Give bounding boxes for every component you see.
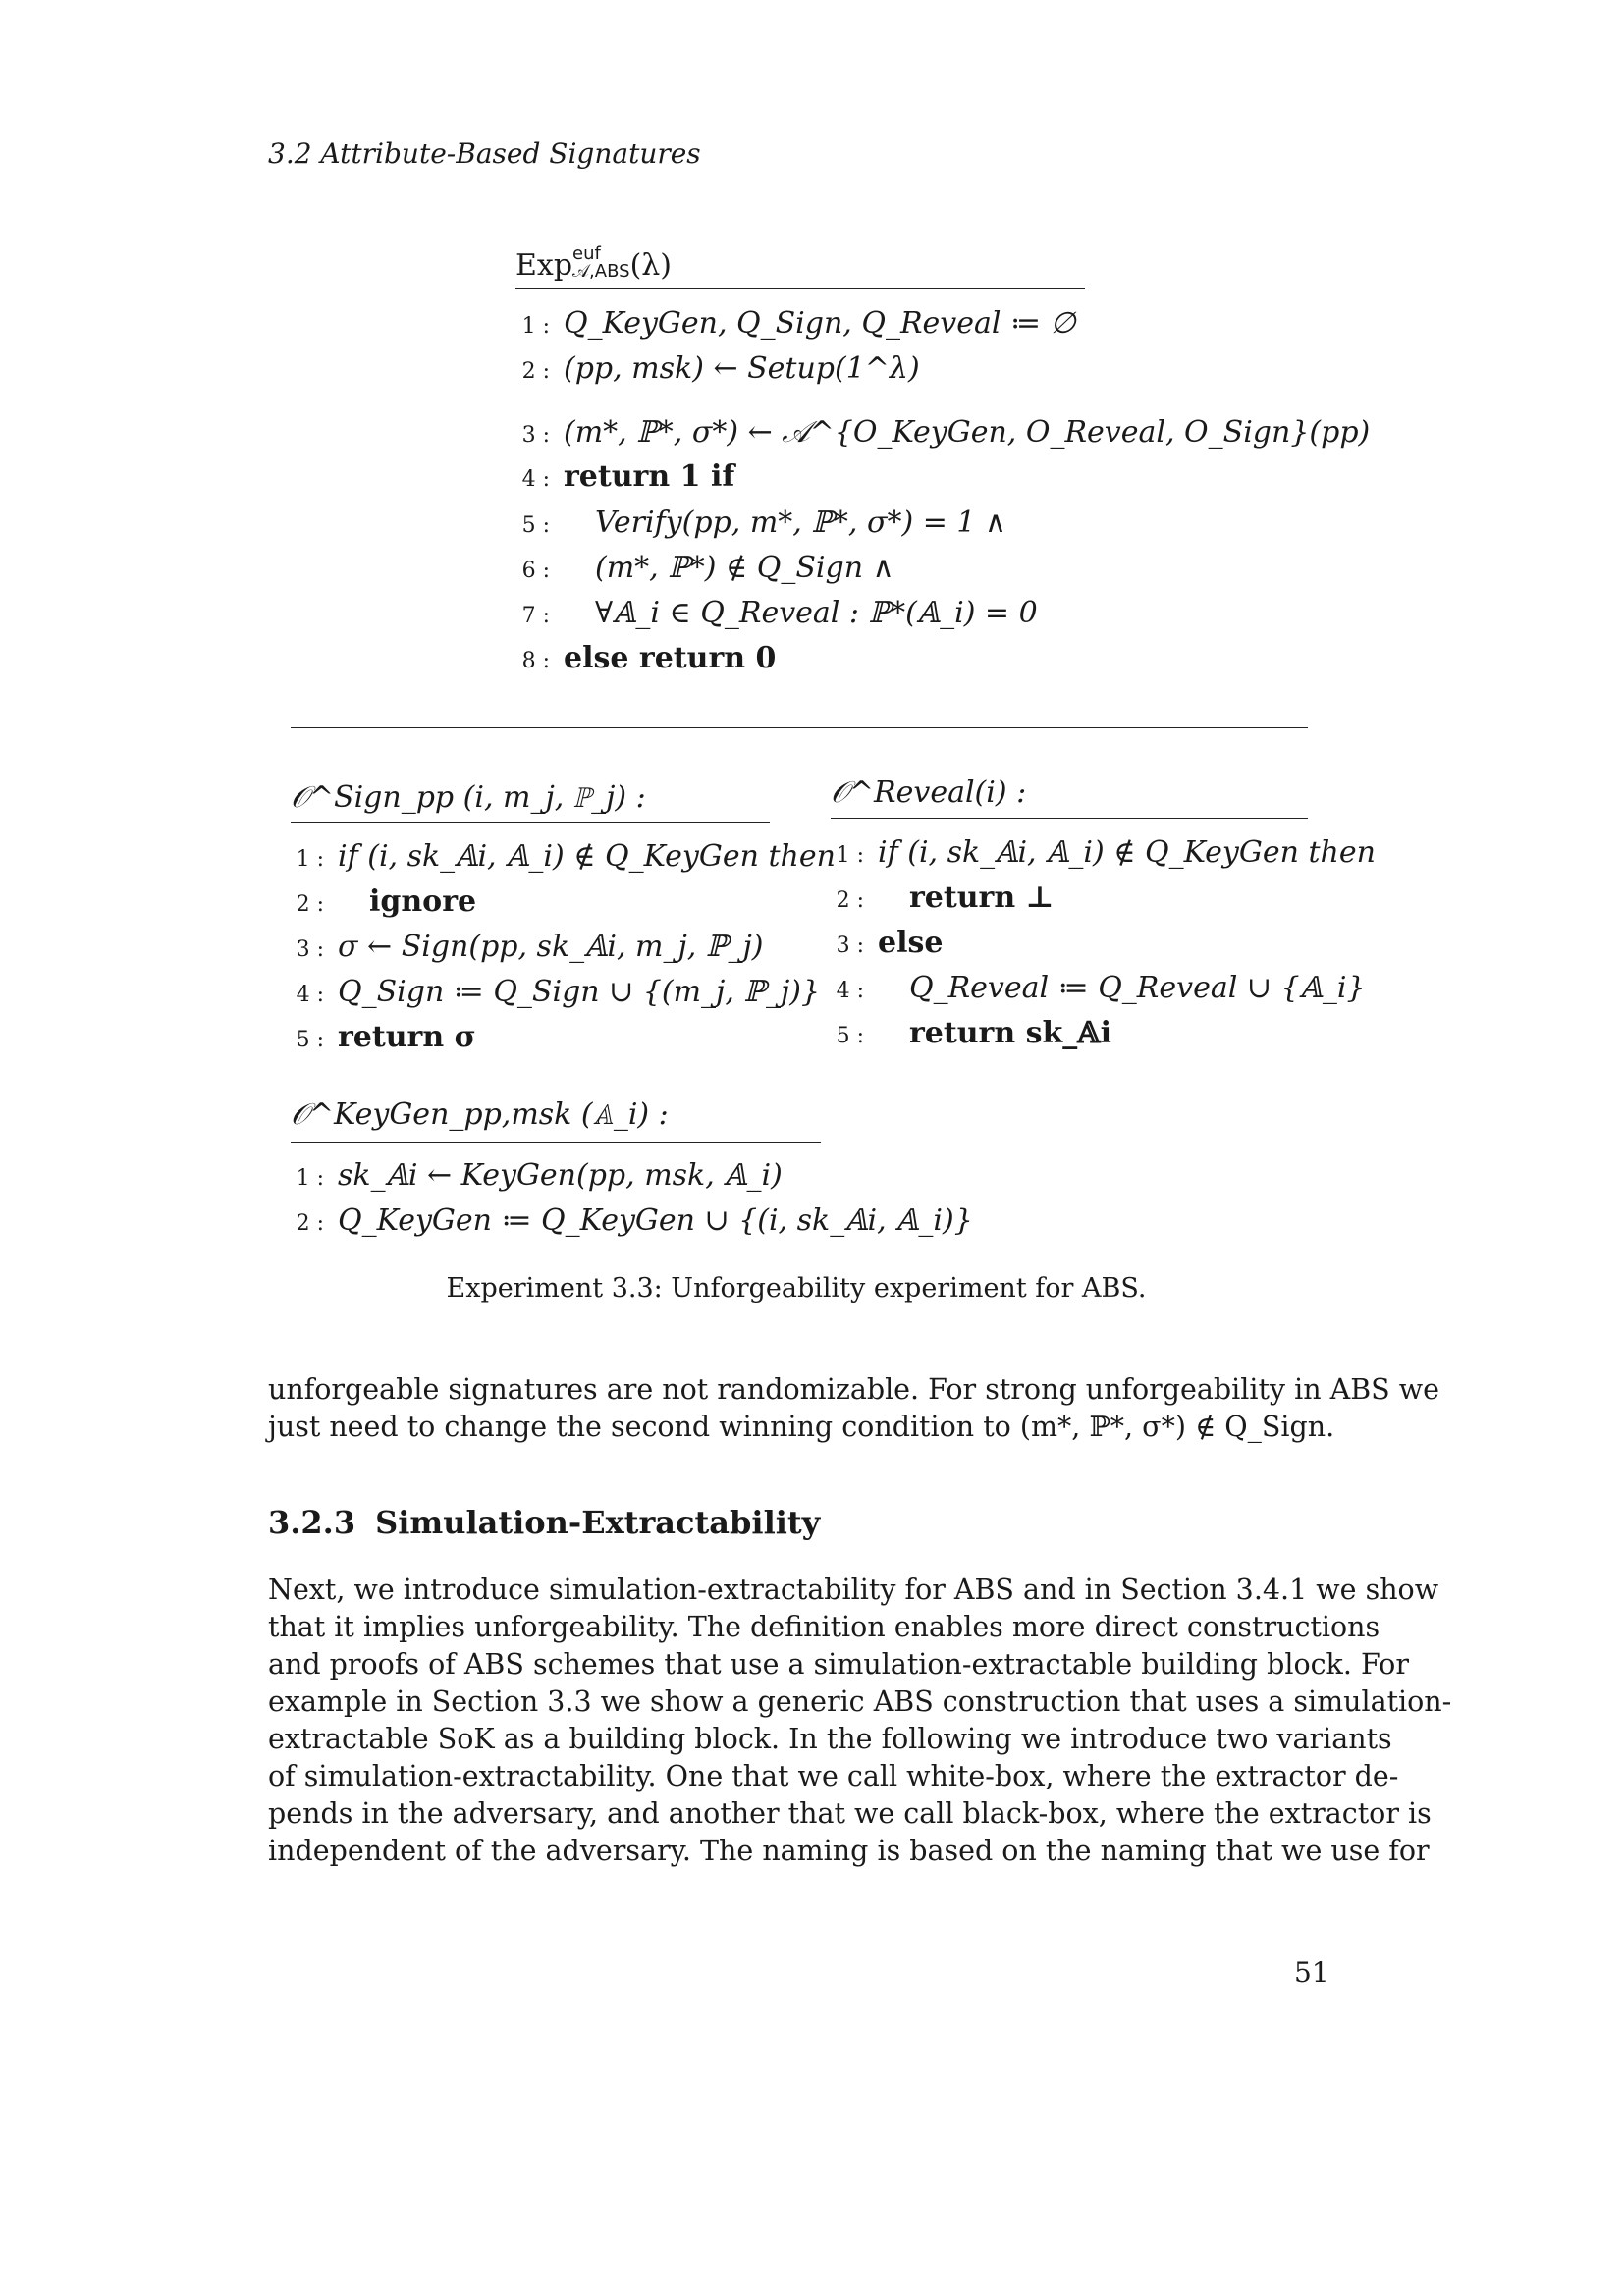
paragraph-2 [268, 1572, 1452, 1870]
oracle-sign-rule [291, 822, 770, 823]
oracle-reveal-line-5: 5 : return sk_𝔸i [836, 1016, 1111, 1050]
paragraph-2-line: pends in the adversary, and another that we call black-box, where the extractor is [268, 1797, 1432, 1830]
section-separator [291, 727, 1308, 728]
experiment-title-main: Exp [515, 248, 573, 283]
experiment-title-sup: euf [572, 243, 601, 264]
experiment-caption: Experiment 3.3: Unforgeability experiment for ABS. [446, 1273, 1147, 1304]
experiment-title-arg: (λ) [629, 248, 672, 283]
oracle-reveal-line-2: 2 : return ⊥ [836, 881, 1055, 915]
paragraph-2-line: that it implies unforgeability. The definition enables more direct constructions [268, 1611, 1380, 1643]
oracle-sign-header: 𝒪^Sign_pp (i, m_j, ℙ_j) : [291, 780, 646, 815]
experiment-line-5: 5 : Verify(pp, m*, ℙ*, σ*) = 1 ∧ [521, 506, 1006, 540]
paragraph-2-line: and proofs of ABS schemes that use a simulation-extractable building block. For [268, 1648, 1409, 1681]
paragraph-1 [268, 1371, 1439, 1446]
oracle-sign-line-5: 5 : return σ [296, 1020, 476, 1054]
oracle-keygen-line-1: 1 : sk_𝔸i ← KeyGen(pp, msk, 𝔸_i) [296, 1158, 783, 1193]
paragraph-2-line: extractable SoK as a building block. In the following we introduce two variants [268, 1723, 1392, 1755]
paragraph-1-line: just need to change the second winning condition to (m*, ℙ*, σ*) ∉ Q_Sign. [268, 1411, 1335, 1443]
experiment-line-2: 2 : (pp, msk) ← Setup(1^λ) [521, 351, 920, 386]
oracle-reveal-line-1: 1 : if (i, sk_𝔸i, 𝔸_i) ∉ Q_KeyGen then [836, 835, 1376, 870]
oracle-keygen-line-2: 2 : Q_KeyGen ≔ Q_KeyGen ∪ {(i, sk_𝔸i, 𝔸_i)} [296, 1203, 973, 1238]
section-title: Simulation-Extractability [375, 1504, 821, 1541]
experiment-line-3: 3 : (m*, ℙ*, σ*) ← 𝒜^{O_KeyGen, O_Reveal, O_Sign}(pp) [521, 415, 1371, 450]
experiment-title-sub: 𝒜,ABS [572, 261, 630, 282]
oracle-sign-line-1: 1 : if (i, sk_𝔸i, 𝔸_i) ∉ Q_KeyGen then [296, 839, 836, 874]
paragraph-2-line: of simulation-extractability. One that we call white-box, where the extractor de- [268, 1760, 1399, 1792]
experiment-line-6: 6 : (m*, ℙ*) ∉ Q_Sign ∧ [521, 551, 894, 585]
running-header: 3.2 Attribute-Based Signatures [268, 137, 701, 170]
section-heading [268, 1504, 820, 1541]
experiment-line-8: 8 : else return 0 [521, 641, 777, 675]
oracle-sign-line-3: 3 : σ ← Sign(pp, sk_𝔸i, m_j, ℙ_j) [296, 930, 764, 964]
experiment-header-rule [515, 288, 1085, 289]
oracle-reveal-line-3: 3 : else [836, 926, 944, 960]
section-number: 3.2.3 [268, 1504, 356, 1541]
page-number: 51 [1294, 1956, 1329, 1989]
paragraph-2-line: independent of the adversary. The naming is based on the naming that we use for [268, 1835, 1430, 1867]
experiment-title [515, 243, 672, 285]
oracle-reveal-line-4: 4 : Q_Reveal ≔ Q_Reveal ∪ {𝔸_i} [836, 971, 1366, 1005]
oracle-reveal-rule [831, 818, 1308, 819]
oracle-keygen-rule [291, 1142, 821, 1143]
oracle-keygen-header: 𝒪^KeyGen_pp,msk (𝔸_i) : [291, 1097, 669, 1132]
oracle-sign-line-4: 4 : Q_Sign ≔ Q_Sign ∪ {(m_j, ℙ_j)} [296, 975, 821, 1009]
paragraph-2-line: Next, we introduce simulation-extractability for ABS and in Section 3.4.1 we show [268, 1574, 1439, 1606]
experiment-line-4: 4 : return 1 if [521, 459, 735, 494]
oracle-sign-line-2: 2 : ignore [296, 884, 477, 919]
oracle-reveal-header: 𝒪^Reveal(i) : [831, 775, 1027, 810]
experiment-line-1: 1 : Q_KeyGen, Q_Sign, Q_Reveal ≔ ∅ [521, 306, 1076, 341]
experiment-line-7: 7 : ∀𝔸_i ∈ Q_Reveal : ℙ*(𝔸_i) = 0 [521, 596, 1038, 630]
paragraph-2-line: example in Section 3.3 we show a generic ABS construction that uses a simulation- [268, 1685, 1452, 1718]
paragraph-1-line: unforgeable signatures are not randomizable. For strong unforgeability in ABS we [268, 1373, 1439, 1406]
